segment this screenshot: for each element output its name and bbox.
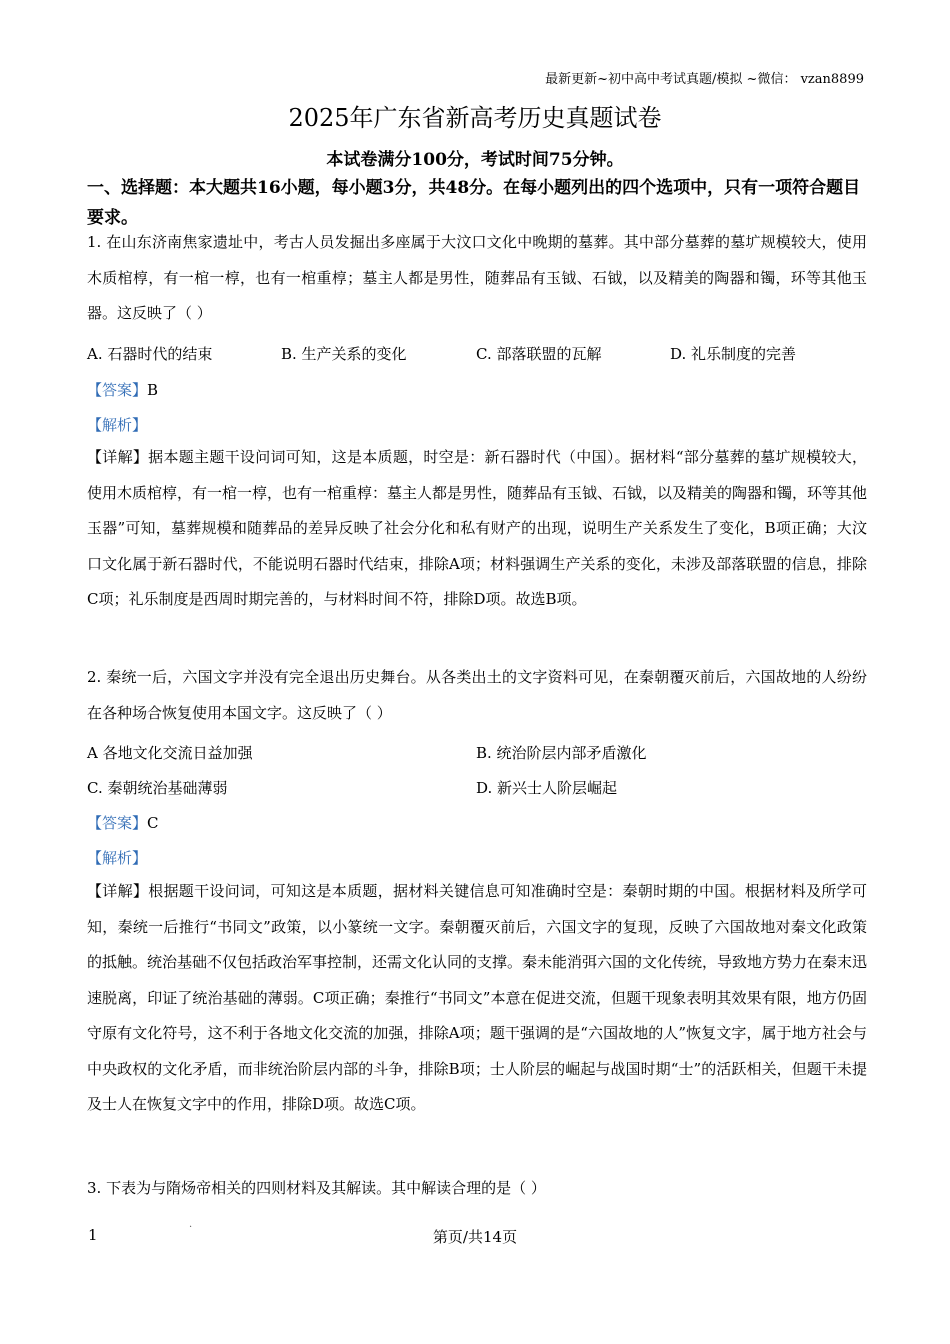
q2-answer	[87, 812, 159, 833]
page-title: 2025年广东省新高考历史真题试卷	[288, 104, 662, 132]
q1-detail	[87, 440, 867, 618]
question-2-stem: 2. 秦统一后，六国文字并没有完全退出历史舞台。从各类出土的文字资料可见，在秦朝覆灭前后，六国故地的人纷纷在各种场合恢复使用本国文字。这反映了（ ）	[87, 668, 867, 722]
question-3-stem: 3. 下表为与隋炀帝相关的四则材料及其解读。其中解读合理的是（ ）	[87, 1179, 546, 1197]
q1-answer	[87, 379, 158, 400]
q2-option-d: D. 新兴士人阶层崛起	[476, 779, 618, 797]
question-1-stem: 1. 在山东济南焦家遗址中，考古人员发掘出多座属于大汶口文化中晚期的墓葬。其中部分墓葬的墓圹规模较大，使用木质棺椁，有一棺一椁，也有一棺重椁；墓主人都是男性，随葬品有玉钺、石钺，以及精美的陶器和镯，环等其他玉器。这反映了（ ）	[87, 233, 867, 322]
q2-option-c: C. 秦朝统治基础薄弱	[87, 779, 228, 797]
q2-option-b: B. 统治阶层内部矛盾激化	[476, 744, 647, 762]
q2-option-a: A 各地文化交流日益加强	[87, 744, 253, 762]
footer-dot: ·	[189, 1222, 193, 1233]
q1-analysis-tag: 【解析】	[87, 416, 148, 434]
footer-page-number: 1	[88, 1226, 98, 1244]
q1-option-d: D. 礼乐制度的完善	[670, 345, 797, 363]
answer-tag: 【答案】	[87, 381, 148, 399]
q2-analysis-tag: 【解析】	[87, 849, 148, 867]
answer-value: B	[147, 381, 159, 399]
detail-tag: 【详解】	[87, 882, 149, 900]
q1-option-c: C. 部落联盟的瓦解	[476, 345, 602, 363]
detail-text: 据本题主题干设问词可知，这是本质题，时空是：新石器时代（中国）。据材料“部分墓葬的墓圹规模较大，使用木质棺椁，有一棺一椁，也有一棺重椁：墓主人都是男性，随葬品有玉钺、石钺，以及精美的陶器和镯，环等其他玉器”可知，墓葬规模和随葬品的差异反映了社会分化和私有财产的出现，说明生产关系发生了变化，B项正确；大汶口文化属于新石器时代，不能说明石器时代结束，排除A项；材料强调生产关系的变化，未涉及部落联盟的信息，排除C项；礼乐制度是西周时期完善的，与材料时间不符，排除D项。故选B项。	[87, 448, 868, 608]
q2-detail	[87, 874, 867, 1123]
answer-value: C	[147, 814, 159, 832]
answer-tag: 【答案】	[87, 814, 148, 832]
header-note: 最新更新~初中高中考试真题/模拟 ~微信： vzan8899	[545, 72, 864, 87]
q1-option-a: A. 石器时代的结束	[87, 345, 213, 363]
q1-option-b: B. 生产关系的变化	[281, 345, 407, 363]
detail-tag: 【详解】	[87, 448, 149, 466]
exam-info: 本试卷满分100分，考试时间75分钟。	[326, 150, 624, 170]
section-heading: 一、选择题：本大题共16小题，每小题3分，共48分。在每小题列出的四个选项中，只有一项符合题目要求。	[87, 178, 861, 228]
footer-page-count: 第页/共14页	[432, 1228, 518, 1246]
detail-text: 根据题干设问词，可知这是本质题，据材料关键信息可知准确时空是：秦朝时期的中国。根据材料及所学可知，秦统一后推行“书同文”政策，以小篆统一文字。秦朝覆灭前后，六国文字的复现，反映了六国故地对秦文化政策的抵触。统治基础不仅包括政治军事控制，还需文化认同的支撑。秦未能消弭六国的文化传统，导致地方势力在秦末迅速脱离，印证了统治基础的薄弱。C项正确；秦推行“书同文”本意在促进交流，但题干现象表明其效果有限，地方仍固守原有文化符号，这不利于各地文化交流的加强，排除A项；题干强调的是“六国故地的人”恢复文字，属于地方社会与中央政权的文化矛盾，而非统治阶层内部的斗争，排除B项；士人阶层的崛起与战国时期“士”的活跃相关，但题干未提及士人在恢复文字中的作用，排除D项。故选C项。	[87, 882, 868, 1113]
